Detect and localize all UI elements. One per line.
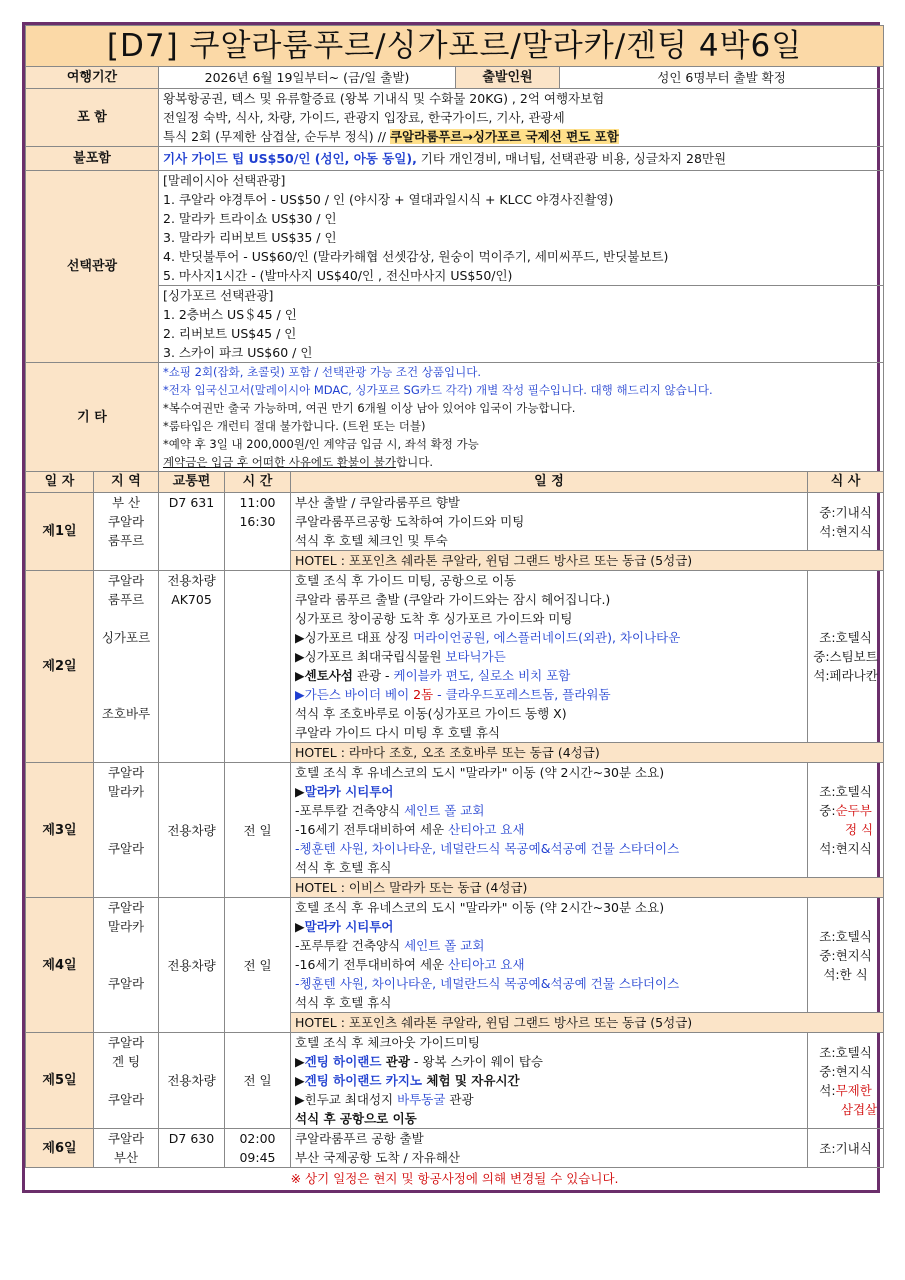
- itinerary-line: 석식 후 공항으로 이동: [295, 1111, 417, 1126]
- day6-itinerary: [291, 1129, 808, 1168]
- attraction-highlight: 겐팅 하이랜드: [304, 1073, 386, 1088]
- itinerary-line: 싱가포르 창이공항 도착 후 싱가포르 가이드와 미팅: [295, 611, 573, 626]
- itinerary-line: [295, 782, 803, 801]
- day5-meals: [808, 1033, 884, 1129]
- excluded-rest: 기타 개인경비, 매너팁, 선택관광 비용, 싱글차지 28만원: [416, 151, 727, 166]
- day1-region: [94, 493, 159, 571]
- attraction-highlight: 2돔: [413, 687, 434, 702]
- text: -포루투칼 건축양식: [295, 938, 405, 953]
- day2-meals: [808, 571, 884, 743]
- optional-line: [싱가포르 선택관광]: [163, 288, 274, 303]
- day1-time: [225, 493, 291, 571]
- bullet: ▶: [295, 1073, 305, 1088]
- attraction-highlight: 카지노: [385, 1073, 423, 1088]
- special-meal: 순두부: [835, 803, 872, 818]
- excluded-label: 불포함: [26, 147, 159, 171]
- departure-label: 출발인원: [456, 67, 560, 89]
- itinerary-line: 석식 후 조호바루로 이동(싱가포르 가이드 동행 X): [295, 706, 567, 721]
- itinerary-line: [295, 1052, 803, 1071]
- day1-meals: [808, 493, 884, 551]
- optional-line: 1. 쿠알라 야경투어 - US$50 / 인 (야시장 + 열대과일시식 + KLCC 야경사진촬영): [163, 192, 614, 207]
- day3-label: 제3일: [26, 763, 94, 898]
- singapore-optional-tours: [159, 286, 884, 363]
- bullet: ▶: [295, 1054, 305, 1069]
- region-name: 쿠알라: [107, 765, 145, 780]
- day2-region: [94, 571, 159, 763]
- region-name: 쿠알라: [107, 900, 145, 915]
- transport-value: 전용차량: [167, 573, 216, 588]
- optional-line: 3. 스카이 파크 US$60 / 인: [163, 345, 313, 360]
- itinerary-line: [295, 628, 803, 647]
- itinerary-line: [295, 685, 803, 704]
- day2-transport: [159, 571, 225, 763]
- itinerary-line: [295, 801, 803, 820]
- itinerary-line: -쳉훈텐 사원, 차이나타운, 네덜란드식 목공예&석공예 건물 스타더이스: [295, 976, 680, 991]
- col-day: 일 자: [26, 472, 94, 493]
- text: - 왕복 스카이 웨이 탑승: [409, 1054, 544, 1069]
- itinerary-line: 쿠알라룸푸르공항 도착하여 가이드와 미팅: [295, 514, 525, 529]
- text: 체험 및 자유시간: [422, 1073, 520, 1088]
- optional-line: 4. 반딧불투어 - US$60/인 (말라카해협 선셋감상, 원숭이 먹이주기, 세미씨푸드, 반딧불보트): [163, 249, 669, 264]
- day5-itinerary: [291, 1033, 808, 1129]
- itinerary-table: [25, 25, 884, 1190]
- itinerary-line: 부산 출발 / 쿠알라룸푸르 향발: [295, 495, 461, 510]
- region-name: 쿠알라: [107, 573, 145, 588]
- col-time: 시 간: [225, 472, 291, 493]
- col-region: 지 역: [94, 472, 159, 493]
- region-name: 겐 팅: [111, 1054, 141, 1069]
- etc-note: *룸타입은 개런티 절대 불가합니다. (트윈 또는 더블): [163, 419, 426, 433]
- region-name: 룸푸르: [107, 592, 145, 607]
- refund-warning-tail: 합니다.: [396, 455, 433, 469]
- special-meal: 정 식: [844, 822, 874, 837]
- itinerary-line: [295, 666, 803, 685]
- day4-itinerary: [291, 898, 808, 1013]
- meal-item: 석:현지식: [819, 841, 872, 856]
- day4-region: [94, 898, 159, 1033]
- region-name: 쿠알라: [107, 514, 145, 529]
- tour-title: 말라카 시티투어: [304, 784, 394, 799]
- meal-item: 중:현지식: [819, 1063, 872, 1079]
- text: ▶싱가포르 대표 상징: [295, 630, 414, 645]
- region-name: 룸푸르: [107, 533, 145, 548]
- day5-region: [94, 1033, 159, 1129]
- itinerary-line: 석식 후 호텔 휴식: [295, 995, 392, 1010]
- itinerary-line: 쿠알라 가이드 다시 미팅 후 호텔 휴식: [295, 725, 500, 740]
- special-meal: 삼겹살: [840, 1101, 878, 1117]
- day3-transport: 전용차량: [159, 763, 225, 898]
- optional-line: 2. 리버보트 US$45 / 인: [163, 326, 297, 341]
- etc-note: [163, 453, 879, 471]
- excluded-content: [159, 147, 884, 171]
- day5-time: 전 일: [225, 1033, 291, 1129]
- day1-itinerary: [291, 493, 808, 551]
- included-line: 왕복항공권, 텍스 및 유류할증료 (왕복 기내식 및 수화물 20KG) , 2억 여행자보험: [163, 91, 605, 106]
- time-value: 09:45: [239, 1150, 276, 1165]
- included-special-meals: 특식 2회 (무제한 삼겹살, 순두부 정식) //: [163, 129, 390, 144]
- region-name: 쿠알라: [107, 1131, 145, 1146]
- region-name: 쿠알라: [107, 976, 145, 991]
- region-name: 싱가포르: [101, 630, 151, 645]
- itinerary-line: [295, 955, 803, 974]
- region-name: 말라카: [107, 919, 145, 934]
- etc-note: *쇼핑 2회(잡화, 초콜릿) 포함 / 선택관광 가능 조건 상품입니다.: [163, 365, 481, 379]
- meal-item: 중:기내식: [819, 504, 872, 520]
- meal-item: 조:호텔식: [819, 1044, 872, 1060]
- col-transport: 교통편: [159, 472, 225, 493]
- attraction-highlight: ▶가든스 바이더 베이: [295, 687, 414, 702]
- day2-time: [225, 571, 291, 763]
- time-value: 16:30: [239, 514, 276, 529]
- text: ▶힌두교 최대성지: [295, 1092, 398, 1107]
- itinerary-sheet: [22, 22, 880, 1193]
- region-name: 쿠알라: [107, 841, 145, 856]
- included-label: 포 함: [26, 89, 159, 147]
- region-name: 말라카: [107, 784, 145, 799]
- day1-label: 제1일: [26, 493, 94, 571]
- time-value: 02:00: [239, 1131, 276, 1146]
- meal-item: 조:호텔식: [819, 928, 872, 944]
- optional-line: 5. 마사지1시간 - (발마사지 US$40/인 , 전신마사지 US$50/인): [163, 268, 513, 283]
- day6-transport: D7 630: [159, 1129, 225, 1168]
- attraction-highlight: 바투동굴: [397, 1092, 446, 1107]
- travel-period-value: 2026년 6월 19일부터~ (금/일 출발): [159, 67, 456, 89]
- day5-transport: 전용차량: [159, 1033, 225, 1129]
- itinerary-line: 호텔 조식 후 가이드 미팅, 공항으로 이동: [295, 573, 517, 588]
- etc-notes: [159, 363, 884, 472]
- itinerary-line: [295, 820, 803, 839]
- day1-hotel: HOTEL : 포포인츠 쉐라톤 쿠알라, 윈덤 그랜드 방사르 또는 동급 (5성급): [291, 551, 884, 571]
- optional-line: 3. 말라카 리버보트 US$35 / 인: [163, 230, 337, 245]
- itinerary-line: 부산 국제공항 도착 / 자유해산: [295, 1150, 461, 1165]
- day6-region: [94, 1129, 159, 1168]
- itinerary-line: [295, 1090, 803, 1109]
- region-name: 부산: [113, 1150, 139, 1165]
- meal-item: 조:호텔식: [819, 630, 872, 645]
- etc-label: 기 타: [26, 363, 159, 472]
- text: -포루투칼 건축양식: [295, 803, 405, 818]
- meal-item: [812, 801, 879, 820]
- itinerary-line: 호텔 조식 후 유네스코의 도시 "말라카" 이동 (약 2시간~30분 소요): [295, 765, 665, 780]
- included-line: 전일정 숙박, 식사, 차량, 가이드, 관광지 입장료, 한국가이드, 기사, 관광세: [163, 110, 565, 125]
- itinerary-line: 석식 후 호텔 휴식: [295, 860, 392, 875]
- tour-title: 말라카 시티투어: [304, 919, 394, 934]
- day2-label: 제2일: [26, 571, 94, 763]
- col-itinerary: 일 정: [291, 472, 808, 493]
- itinerary-line: 호텔 조식 후 유네스코의 도시 "말라카" 이동 (약 2시간~30분 소요): [295, 900, 665, 915]
- included-flight-highlight: 쿠알라룸푸르→싱가포르 국제선 편도 포함: [389, 129, 619, 144]
- travel-period-label: 여행기간: [26, 67, 159, 89]
- text: 관광: [381, 1054, 410, 1069]
- meal-item: 중:스팀보트: [813, 649, 878, 664]
- day4-time: 전 일: [225, 898, 291, 1033]
- time-value: 11:00: [239, 495, 276, 510]
- itinerary-line: 호텔 조식 후 체크아웃 가이드미팅: [295, 1035, 480, 1050]
- day2-hotel: HOTEL : 라마다 조호, 오조 조호바루 또는 동급 (4성급): [291, 743, 884, 763]
- day2-itinerary: [291, 571, 808, 743]
- col-meal: 식 사: [808, 472, 884, 493]
- special-meal: 무제한: [835, 1082, 872, 1098]
- optional-line: [말레이시아 선택관광]: [163, 173, 286, 188]
- attraction-highlight: 보타닉가든: [445, 649, 506, 664]
- itinerary-line: -쳉훈텐 사원, 차이나타운, 네덜란드식 목공예&석공예 건물 스타더이스: [295, 841, 680, 856]
- meal-item: 중:현지식: [819, 947, 872, 963]
- meal-item: 석:한 식: [823, 966, 868, 982]
- page-title: [D7] 쿠알라룸푸르/싱가포르/말라카/겐팅 4박6일: [26, 26, 884, 67]
- attraction-highlight: 세인트 폴 교회: [404, 803, 485, 818]
- region-name: 쿠알라: [107, 1035, 145, 1050]
- region-name: 쿠알라: [107, 1092, 145, 1107]
- itinerary-line: [295, 647, 803, 666]
- etc-note: *전자 입국신고서(말레이시아 MDAC, 싱가포르 SG카드 각각) 개별 작성 필수입니다. 대행 해드리지 않습니다.: [163, 383, 713, 397]
- included-line: [163, 127, 879, 146]
- text: 중:: [819, 803, 836, 818]
- bullet: ▶: [295, 919, 305, 934]
- itinerary-line: 쿠알라룸푸르 공항 출발: [295, 1131, 424, 1146]
- malaysia-optional-tours: [159, 171, 884, 286]
- itinerary-line: 석식 후 호텔 체크인 및 투숙: [295, 533, 448, 548]
- attraction-highlight: 산티아고 요새: [448, 822, 525, 837]
- day3-region: [94, 763, 159, 898]
- text: 관광: [445, 1092, 474, 1107]
- departure-value: 성인 6명부터 출발 확정: [560, 67, 884, 89]
- itinerary-line: 쿠알라 룸푸르 출발 (쿠알라 가이드와는 잠시 헤어집니다.): [295, 592, 611, 607]
- day4-hotel: HOTEL : 포포인츠 쉐라톤 쿠알라, 윈덤 그랜드 방사르 또는 동급 (5성급): [291, 1013, 884, 1033]
- day3-time: 전 일: [225, 763, 291, 898]
- day5-label: 제5일: [26, 1033, 94, 1129]
- excluded-tip-highlight: 기사 가이드 팁 US$50/인 (성인, 아동 동일),: [163, 151, 417, 166]
- itinerary-line: [295, 936, 803, 955]
- day4-meals: [808, 898, 884, 1013]
- text: -16세기 전투대비하여 세운: [295, 822, 449, 837]
- text: 석:: [819, 1082, 836, 1098]
- attraction-highlight: 케이블카 편도, 실로소 비치 포함: [393, 668, 571, 683]
- day3-meals: [808, 763, 884, 878]
- text: 관광 -: [352, 668, 394, 683]
- optional-line: 2. 말라카 트라이쇼 US$30 / 인: [163, 211, 337, 226]
- day6-label: 제6일: [26, 1129, 94, 1168]
- region-name: 부 산: [111, 495, 141, 510]
- text: ▶싱가포르 최대국립식물원: [295, 649, 446, 664]
- refund-warning: 계약금은 입금 후 어떠한 사유에도 환불이 불가: [163, 455, 397, 469]
- text: -16세기 전투대비하여 세운: [295, 957, 449, 972]
- meal-item: [812, 1081, 879, 1100]
- day4-transport: 전용차량: [159, 898, 225, 1033]
- attraction-highlight: 겐팅 하이랜드: [304, 1054, 382, 1069]
- bullet: ▶: [295, 784, 305, 799]
- transport-value: AK705: [171, 592, 212, 607]
- footer-notice: ※ 상기 일정은 현지 및 항공사정에 의해 변경될 수 있습니다.: [290, 1171, 619, 1186]
- etc-note: *예약 후 3일 내 200,000원/인 계약금 입금 시, 좌석 확정 가능: [163, 437, 479, 451]
- meal-item: 석:페라나칸: [813, 668, 878, 683]
- included-content: [159, 89, 884, 147]
- attraction-highlight: 머라이언공원, 에스플러네이드(외관), 차이나타운: [413, 630, 681, 645]
- meal-item: 석:현지식: [819, 523, 872, 539]
- meal-item: 조:호텔식: [819, 784, 872, 799]
- day3-hotel: HOTEL : 이비스 말라카 또는 동급 (4성급): [291, 878, 884, 898]
- day1-transport: D7 631: [159, 493, 225, 571]
- day3-itinerary: [291, 763, 808, 878]
- optional-line: 1. 2층버스 US＄45 / 인: [163, 307, 297, 322]
- optional-tours-label: 선택관광: [26, 171, 159, 363]
- itinerary-line: [295, 1071, 803, 1090]
- itinerary-line: [295, 917, 803, 936]
- day6-time: [225, 1129, 291, 1168]
- attraction-highlight: - 클라우드포레스트돔, 플라워돔: [433, 687, 611, 702]
- attraction-highlight: 세인트 폴 교회: [404, 938, 485, 953]
- attraction-highlight: 산티아고 요새: [448, 957, 525, 972]
- region-name: 조호바루: [101, 706, 151, 721]
- day4-label: 제4일: [26, 898, 94, 1033]
- day6-meal: 조:기내식: [808, 1129, 884, 1168]
- attraction-highlight: ▶센토사섬: [295, 668, 353, 683]
- etc-note: *복수여권만 출국 가능하며, 여권 만기 6개월 이상 남아 있어야 입국이 가능합니다.: [163, 401, 576, 415]
